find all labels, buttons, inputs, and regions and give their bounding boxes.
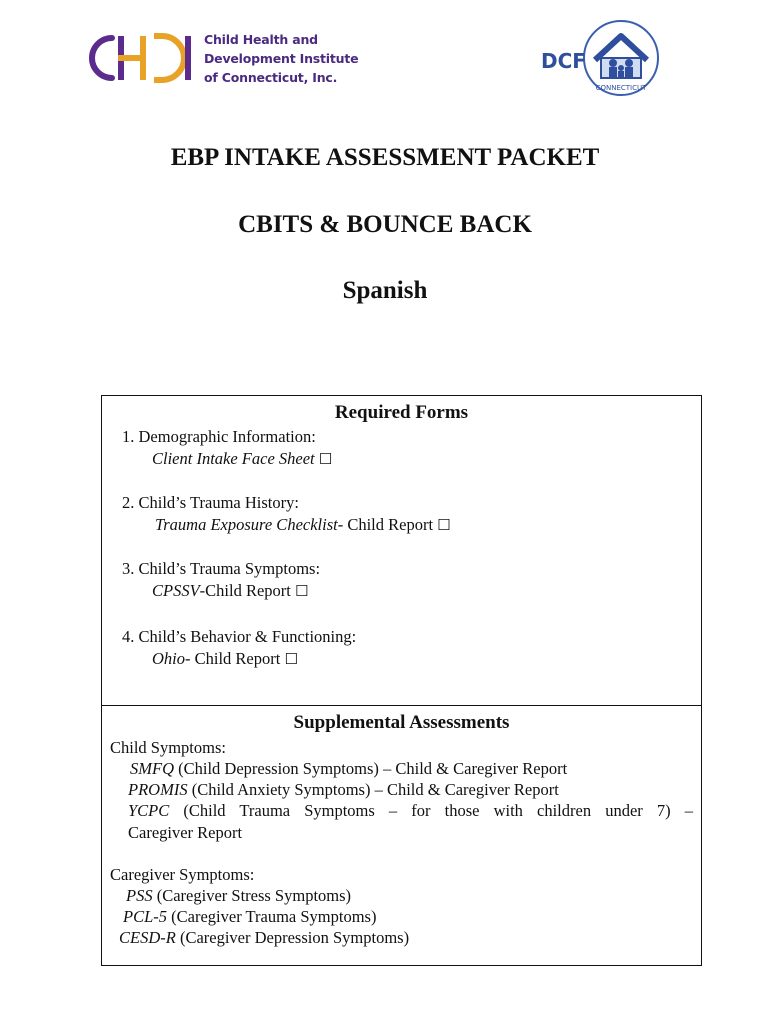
caregiver-item-pcl5 — [123, 906, 376, 928]
dcf-state-text: CONNECTICUT — [595, 84, 647, 92]
child-item-smfq — [130, 758, 567, 780]
caregiver-symptoms-heading: Caregiver Symptoms: — [110, 865, 255, 884]
caregiver-item-pss — [126, 885, 351, 907]
checkbox[interactable]: ☐ — [437, 516, 451, 534]
form-suffix: - Child Report — [337, 515, 434, 534]
child-item-ycpc — [128, 800, 693, 822]
form-name: CPSSV — [152, 581, 200, 600]
packet-title: EBP INTAKE ASSESSMENT PACKET — [170, 144, 600, 171]
form-suffix: -Child Report — [199, 581, 291, 600]
chdi-line-3: of Connecticut, Inc. — [204, 70, 338, 85]
measure-name: PSS — [126, 886, 153, 905]
section-divider — [102, 705, 701, 706]
supplemental-heading: Supplemental Assessments — [293, 712, 510, 733]
required-item-4-label: 4. Child’s Behavior & Functioning: — [122, 627, 357, 646]
required-item-1-label: 1. Demographic Information: — [122, 427, 316, 446]
dcf-logo — [537, 18, 663, 102]
chdi-name — [204, 30, 358, 87]
form-suffix: - Child Report — [185, 649, 281, 668]
measure-name: YCPC — [128, 801, 170, 820]
measure-name: PROMIS — [128, 780, 188, 799]
form-name: Client Intake Face Sheet — [152, 449, 315, 468]
measure-name: CESD-R — [119, 928, 176, 947]
measure-desc: (Caregiver Trauma Symptoms) — [167, 907, 377, 926]
measure-desc: (Caregiver Stress Symptoms) — [152, 886, 352, 905]
language-title: Spanish — [342, 277, 428, 304]
required-item-3-label: 3. Child’s Trauma Symptoms: — [122, 559, 321, 578]
measure-desc: (Child Anxiety Symptoms) – Child & Caregiver Report — [187, 780, 559, 799]
chdi-line-1: Child Health and — [204, 32, 318, 47]
program-title: CBITS & BOUNCE BACK — [238, 211, 532, 238]
checkbox[interactable]: ☐ — [284, 650, 298, 668]
required-item-3-form — [152, 580, 308, 603]
measure-name: PCL-5 — [123, 907, 168, 926]
dcf-text: DCF — [541, 49, 586, 73]
checkbox[interactable]: ☐ — [318, 450, 333, 468]
required-item-4-form — [152, 648, 298, 671]
required-item-1-form — [152, 448, 332, 471]
required-forms-heading: Required Forms — [334, 402, 469, 423]
measure-desc: (Caregiver Depression Symptoms) — [175, 928, 410, 947]
form-name: Ohio — [152, 649, 185, 668]
child-symptoms-heading: Child Symptoms: — [110, 738, 226, 757]
measure-name: SMFQ — [130, 759, 174, 778]
chdi-logo — [88, 28, 359, 90]
dcf-house-icon — [537, 18, 663, 102]
chdi-line-2: Development Institute — [204, 51, 359, 66]
checkbox[interactable]: ☐ — [295, 582, 309, 600]
child-item-ycpc-cont: Caregiver Report — [128, 823, 243, 842]
chdi-mark-icon — [88, 32, 198, 84]
form-name: Trauma Exposure Checklist — [155, 515, 338, 534]
measure-desc: (Child Trauma Symptoms – for those with children under 7) – — [169, 801, 693, 820]
forms-box — [101, 395, 702, 966]
caregiver-item-cesdr — [119, 927, 409, 949]
required-item-2-form — [155, 514, 451, 537]
measure-desc: (Child Depression Symptoms) – Child & Caregiver Report — [174, 759, 568, 778]
child-item-promis — [128, 779, 559, 801]
required-item-2-label: 2. Child’s Trauma History: — [122, 493, 299, 512]
